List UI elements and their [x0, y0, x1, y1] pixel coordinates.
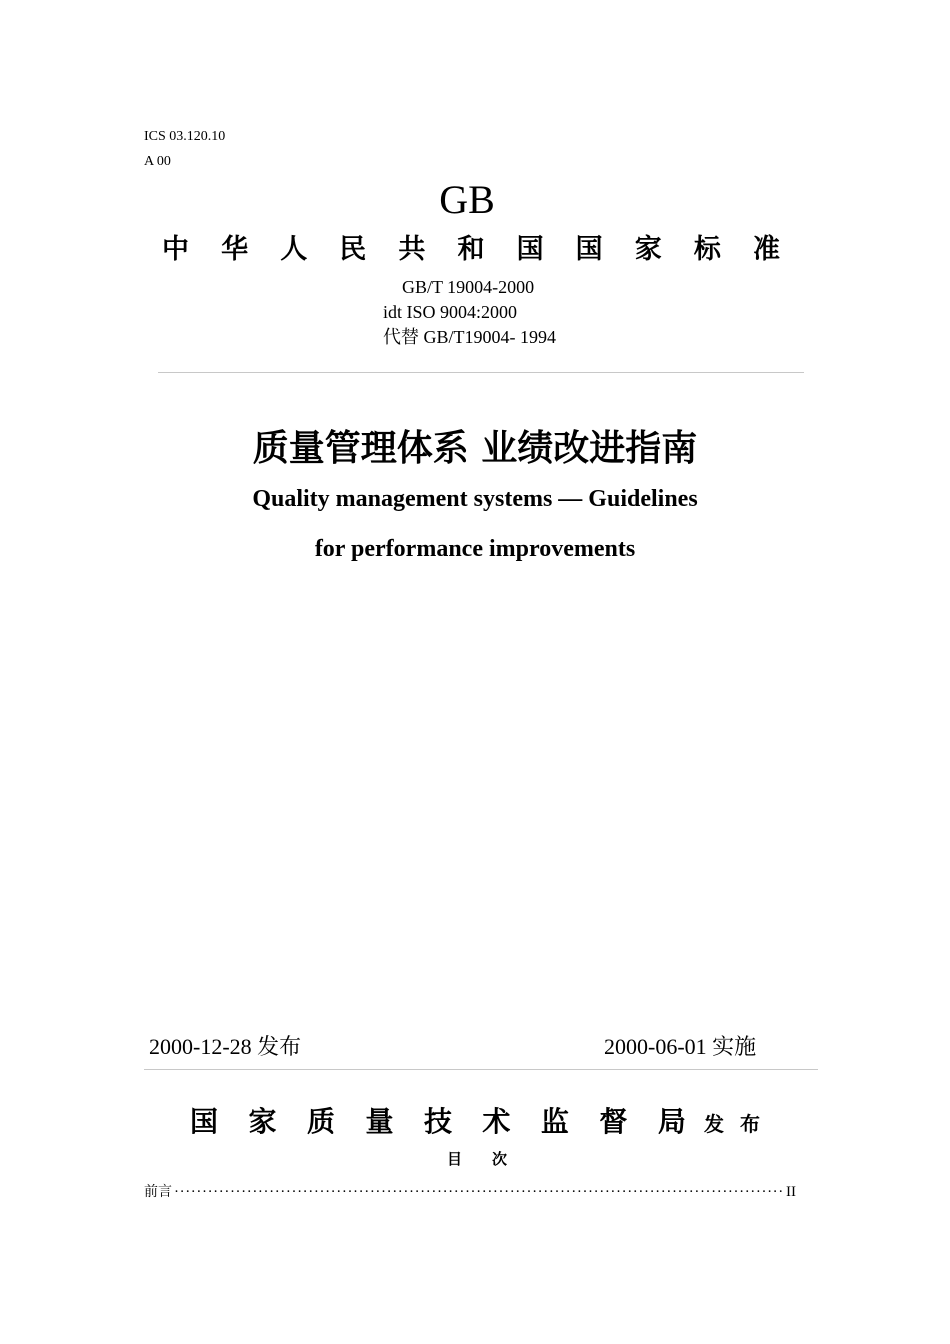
toc-entry[interactable] [144, 1182, 796, 1202]
national-standard-char: 标 [693, 234, 721, 265]
bottom-divider [144, 1069, 818, 1070]
issuer-name [190, 1104, 686, 1140]
issuer-char: 督 [599, 1105, 628, 1138]
issuer-char: 监 [540, 1105, 569, 1138]
publish-date: 2000-12-28 发布 [149, 1034, 302, 1059]
idt-reference: idt ISO 9004:2000 [383, 302, 518, 322]
issuer-char: 术 [482, 1105, 511, 1138]
national-standard-char: 华 [221, 234, 249, 265]
issuer-char: 量 [365, 1105, 394, 1138]
standard-number: GB/T 19004-2000 [402, 277, 535, 297]
classification-code: A 00 [144, 154, 171, 169]
national-standard-char: 准 [752, 234, 780, 265]
replaces-reference: 代替 GB/T19004- 1994 [383, 327, 556, 347]
national-standard-heading [162, 232, 780, 268]
title-english-line2: for performance improvements [314, 536, 636, 562]
ics-code: ICS 03.120.10 [144, 129, 226, 144]
national-standard-char: 家 [634, 234, 662, 265]
national-standard-char: 共 [398, 234, 426, 265]
issuer-char: 技 [423, 1105, 452, 1138]
toc-heading [447, 1149, 507, 1169]
issuer-char: 家 [248, 1105, 277, 1138]
issuer-char: 局 [657, 1105, 686, 1138]
gb-mark: GB [439, 177, 495, 222]
title-english-line1: Quality management systems — Guidelines [252, 486, 698, 512]
issuer-suffix-char: 布 [740, 1112, 760, 1136]
national-standard-char: 和 [457, 234, 485, 265]
issuer-line [190, 1104, 760, 1142]
issuer-char: 质 [306, 1105, 335, 1138]
national-standard-char: 人 [280, 234, 308, 265]
toc-dot-leader [174, 1182, 784, 1202]
top-divider [158, 372, 804, 373]
issuer-suffix [704, 1106, 760, 1142]
toc-entry-page: II [786, 1184, 796, 1200]
implementation-date: 2000-06-01 实施 [604, 1034, 757, 1059]
national-standard-char: 国 [575, 234, 603, 265]
toc-heading-char: 次 [491, 1150, 507, 1168]
title-chinese: 质量管理体系 业绩改进指南 [252, 428, 698, 469]
national-standard-char: 民 [339, 234, 367, 265]
toc-heading-char: 目 [447, 1150, 463, 1168]
issuer-suffix-char: 发 [704, 1112, 724, 1136]
national-standard-char: 中 [162, 234, 189, 265]
toc-entry-label: 前言 [144, 1184, 172, 1200]
national-standard-char: 国 [516, 234, 544, 265]
issuer-char: 国 [190, 1105, 219, 1138]
